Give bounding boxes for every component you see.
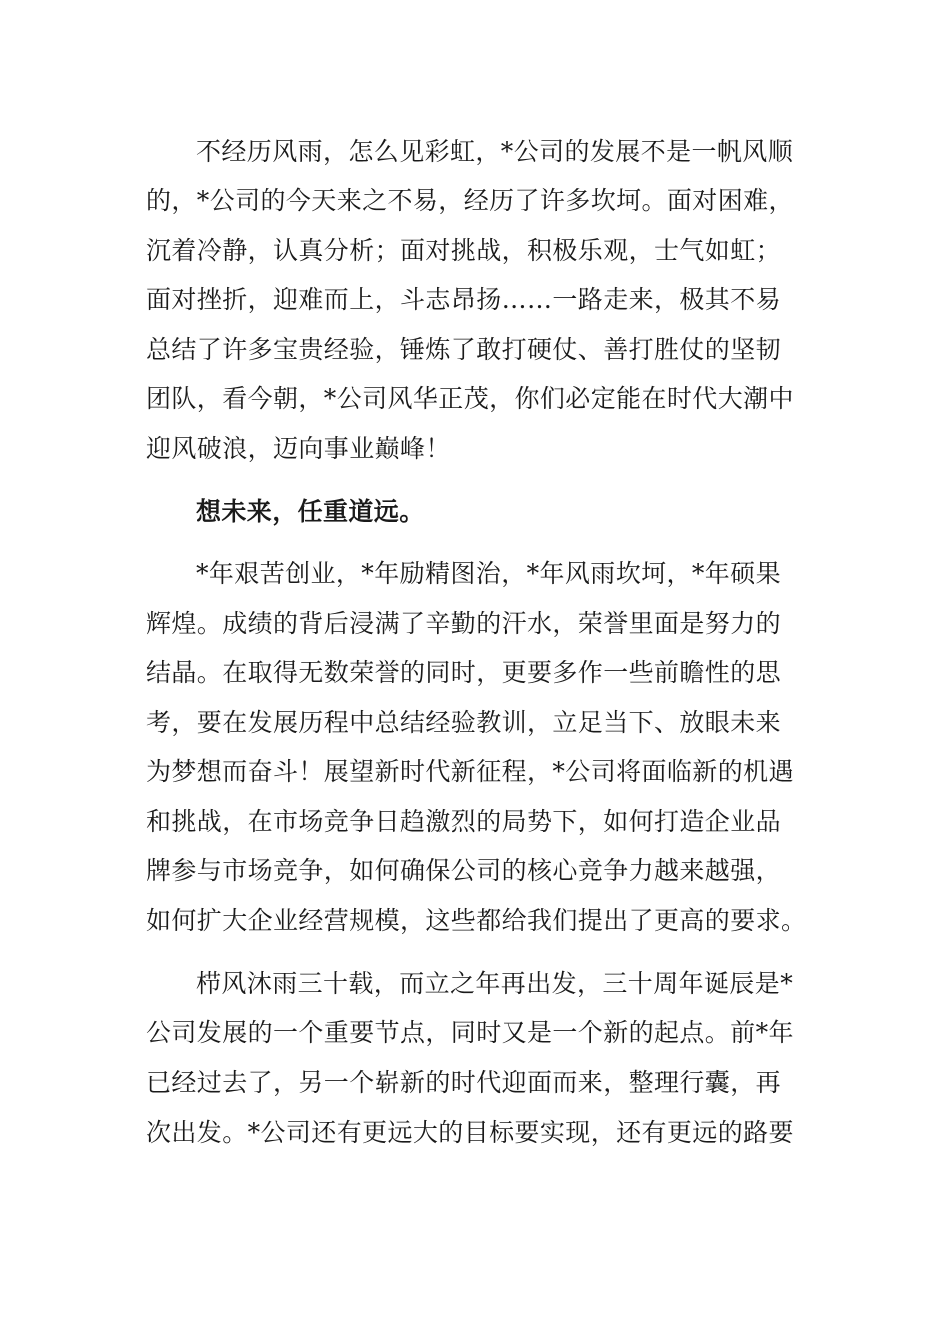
paragraph-3-line-4: 次出发。*公司还有更远大的目标要实现，还有更远的路要 [146,1118,794,1147]
paragraph-2-line-3: 结晶。在取得无数荣誉的同时，更要多作一些前瞻性的思 [146,658,782,687]
section-heading: 想未来，任重道远。 [196,497,425,526]
paragraph-2-line-6: 和挑战，在市场竞争日趋激烈的局势下，如何打造企业品 [146,807,782,836]
paragraph-1-line-4: 面对挫折，迎难而上，斗志昂扬……一路走来，极其不易 [146,285,782,314]
paragraph-2-line-7: 牌参与市场竞争，如何确保公司的核心竞争力越来越强， [146,856,782,885]
paragraph-1-line-5: 总结了许多宝贵经验，锤炼了敢打硬仗、善打胜仗的坚韧 [146,335,782,364]
paragraph-3-line-1: 栉风沐雨三十载，而立之年再出发，三十周年诞辰是* [196,969,794,998]
paragraph-1-line-7: 迎风破浪，迈向事业巅峰！ [146,434,451,463]
paragraph-2-line-8: 如何扩大企业经营规模，这些都给我们提出了更高的要求。 [146,906,807,935]
paragraph-3-line-3: 已经过去了，另一个崭新的时代迎面而来，整理行囊，再 [146,1068,782,1097]
paragraph-3-line-2: 公司发展的一个重要节点，同时又是一个新的起点。前*年 [146,1018,794,1047]
paragraph-2-line-2: 辉煌。成绩的背后浸满了辛勤的汗水，荣誉里面是努力的 [146,609,782,638]
paragraph-2-line-4: 考，要在发展历程中总结经验教训，立足当下、放眼未来 [146,708,782,737]
paragraph-1-line-1: 不经历风雨，怎么见彩虹，*公司的发展不是一帆风顺 [196,137,794,166]
paragraph-2-line-5: 为梦想而奋斗！展望新时代新征程，*公司将面临新的机遇 [146,757,794,786]
paragraph-1-line-3: 沉着冷静，认真分析；面对挑战，积极乐观，士气如虹； [146,236,782,265]
paragraph-1-line-6: 团队，看今朝，*公司风华正茂，你们必定能在时代大潮中 [146,384,794,413]
paragraph-1-line-2: 的，*公司的今天来之不易，经历了许多坎坷。面对困难， [146,186,794,215]
paragraph-2-line-1: *年艰苦创业，*年励精图治，*年风雨坎坷，*年硕果 [196,559,782,588]
